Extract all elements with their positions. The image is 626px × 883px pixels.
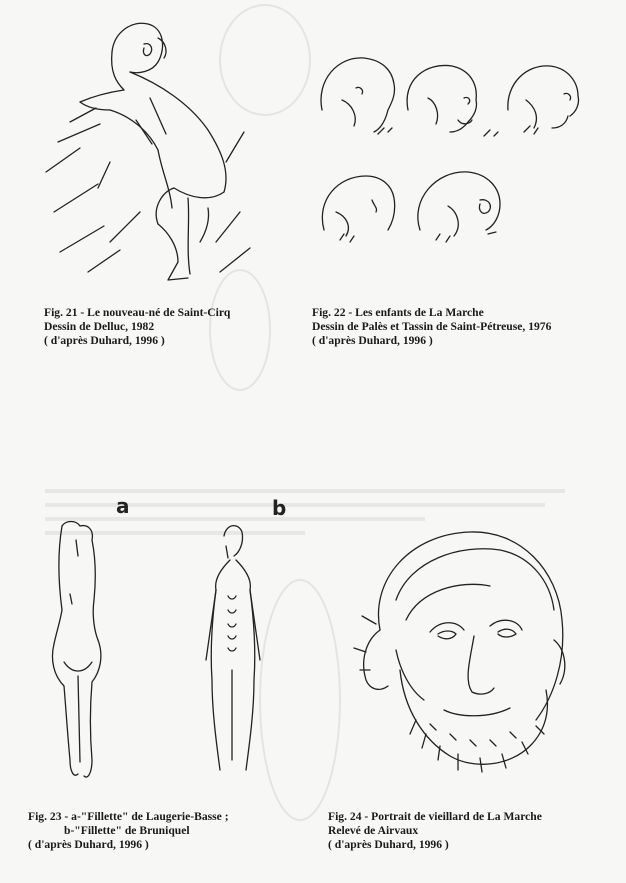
fig22-caption-line2: Dessin de Palès et Tassin de Saint-Pétreuse, 1976 — [312, 320, 552, 333]
fig23-caption-line2: b-"Fillette" de Bruniquel — [64, 824, 190, 837]
fig21-caption-line3: ( d'après Duhard, 1996 ) — [44, 334, 165, 347]
fig21-drawing — [40, 12, 280, 292]
fig23-label-a: a — [116, 494, 130, 518]
fig24-caption-line3: ( d'après Duhard, 1996 ) — [328, 838, 449, 851]
fig24-caption-line2: Relevé de Airvaux — [328, 824, 419, 837]
fig24-drawing — [340, 520, 580, 790]
fig23-caption-line1: Fig. 23 - a-"Fillette" de Laugerie-Basse ; — [28, 810, 229, 823]
fig21-caption — [44, 306, 230, 348]
fig23-caption — [28, 810, 229, 852]
fig22-drawing — [312, 40, 612, 260]
fig24-caption — [328, 810, 542, 852]
fig23-caption-line3: ( d'après Duhard, 1996 ) — [28, 838, 149, 851]
fig22-caption-line3: ( d'après Duhard, 1996 ) — [312, 334, 433, 347]
fig22-caption — [312, 306, 551, 348]
fig21-caption-line1: Fig. 21 - Le nouveau-né de Saint-Cirq — [44, 306, 231, 319]
fig24-caption-line1: Fig. 24 - Portrait de vieillard de La Marche — [328, 810, 542, 823]
fig21-caption-line2: Dessin de Delluc, 1982 — [44, 320, 155, 333]
fig23-drawing — [40, 510, 280, 800]
fig22-caption-line1: Fig. 22 - Les enfants de La Marche — [312, 306, 484, 319]
fig23-label-b: b — [272, 496, 287, 520]
